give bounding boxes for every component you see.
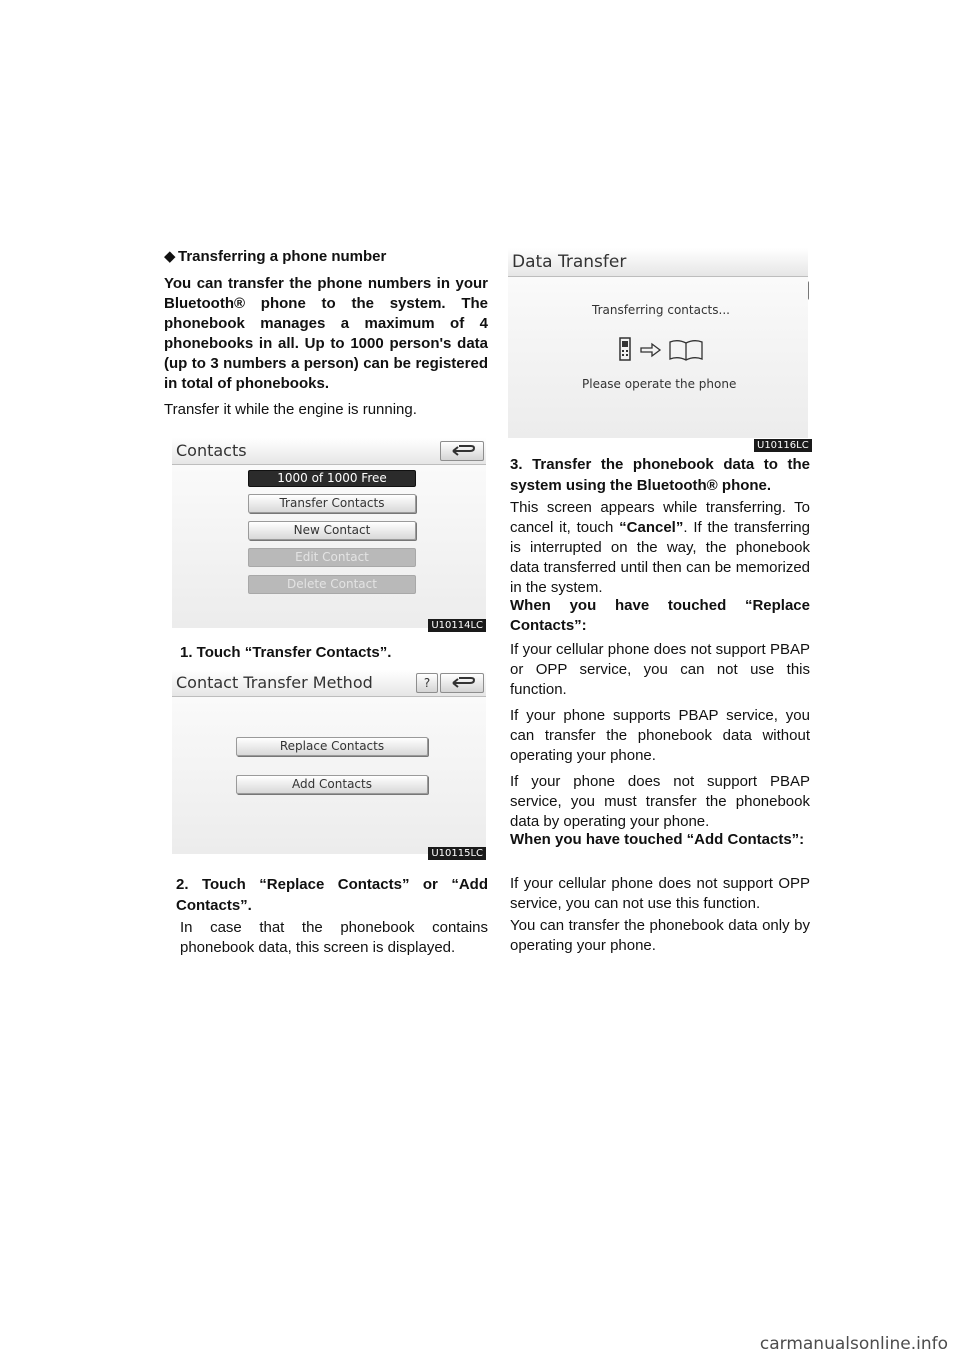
screen-title: Data Transfer (508, 248, 808, 277)
replace-paragraph-3: If your phone does not support PBAP service, you must transfer the phonebook data by operating your phone. (510, 773, 810, 830)
figure-code: U10116LC (754, 439, 812, 452)
phonebook-icon (668, 339, 704, 361)
return-arrow-icon (441, 674, 483, 692)
figure-code: U10114LC (428, 619, 486, 632)
add-contacts-button[interactable]: Add Contacts (236, 775, 428, 794)
contacts-screen (172, 438, 486, 631)
step-1: 1. Touch “Transfer Contacts”. (180, 644, 392, 661)
instruction-text: Please operate the phone (582, 377, 737, 391)
screen-title: Contacts (172, 438, 486, 465)
free-count-label: 1000 of 1000 Free (248, 470, 416, 487)
transfer-method-screen (172, 670, 486, 859)
screen-body (508, 277, 808, 438)
cancel-term: “Cancel” (619, 519, 684, 536)
back-button[interactable] (440, 673, 484, 693)
screen-title: Contact Transfer Method (172, 670, 486, 697)
screen-body (172, 465, 486, 628)
back-button[interactable] (440, 441, 484, 461)
add-heading: When you have touched “Add Contacts”: (510, 831, 805, 848)
screen-body (172, 697, 486, 854)
return-arrow-icon (441, 442, 483, 460)
phone-icon (618, 337, 632, 361)
bullet-icon: ◆ (164, 248, 176, 265)
add-paragraph-2: You can transfer the phonebook data only by operating your phone. (510, 917, 810, 954)
data-transfer-screen (508, 248, 809, 451)
step-3-paragraph: This screen appears while transferring. To cancel it, touch “Cancel”. If the transferring is interrupted on the way, the phonebook data transferred until then can be memorized in the system. (510, 499, 810, 596)
step-3: 3. Transfer the phonebook data to the system using the Bluetooth® phone. (510, 456, 810, 494)
step-2: 2. Touch “Replace Contacts” or “Add Contacts”. (176, 876, 488, 914)
step-2-note: In case that the phonebook contains phonebook data, this screen is displayed. (180, 919, 488, 956)
intro-paragraph: You can transfer the phone numbers in your Bluetooth® phone to the system. The phonebook manages a maximum of 4 phonebooks in all. Up to 1000 person's data (up to 3 numbers a person) can be registered in total of phonebooks. (164, 275, 488, 392)
engine-note: Transfer it while the engine is running. (164, 401, 417, 418)
arrow-right-icon (640, 343, 662, 357)
left-column (164, 240, 488, 980)
replace-paragraph-1: If your cellular phone does not support PBAP or OPP service, you can not use this function. (510, 641, 810, 698)
site-watermark: carmanualsonline.info (759, 1334, 948, 1354)
section-heading: ◆ Transferring a phone number (164, 248, 387, 265)
replace-heading: When you have touched “Replace Contacts”: (510, 597, 810, 634)
figure-code: U10115LC (428, 847, 486, 860)
right-column (500, 240, 810, 980)
replace-contacts-button[interactable]: Replace Contacts (236, 737, 428, 756)
add-paragraph-1: If your cellular phone does not support OPP service, you can not use this function. (510, 875, 810, 912)
replace-paragraph-2: If your phone supports PBAP service, you can transfer the phonebook data without operating your phone. (510, 707, 810, 764)
edit-contact-button[interactable]: Edit Contact (248, 548, 416, 567)
delete-contact-button[interactable]: Delete Contact (248, 575, 416, 594)
new-contact-button[interactable]: New Contact (248, 521, 416, 540)
status-text: Transferring contacts... (592, 303, 730, 317)
transfer-contacts-button[interactable]: Transfer Contacts (248, 494, 416, 513)
help-button[interactable]: ? (416, 673, 438, 693)
